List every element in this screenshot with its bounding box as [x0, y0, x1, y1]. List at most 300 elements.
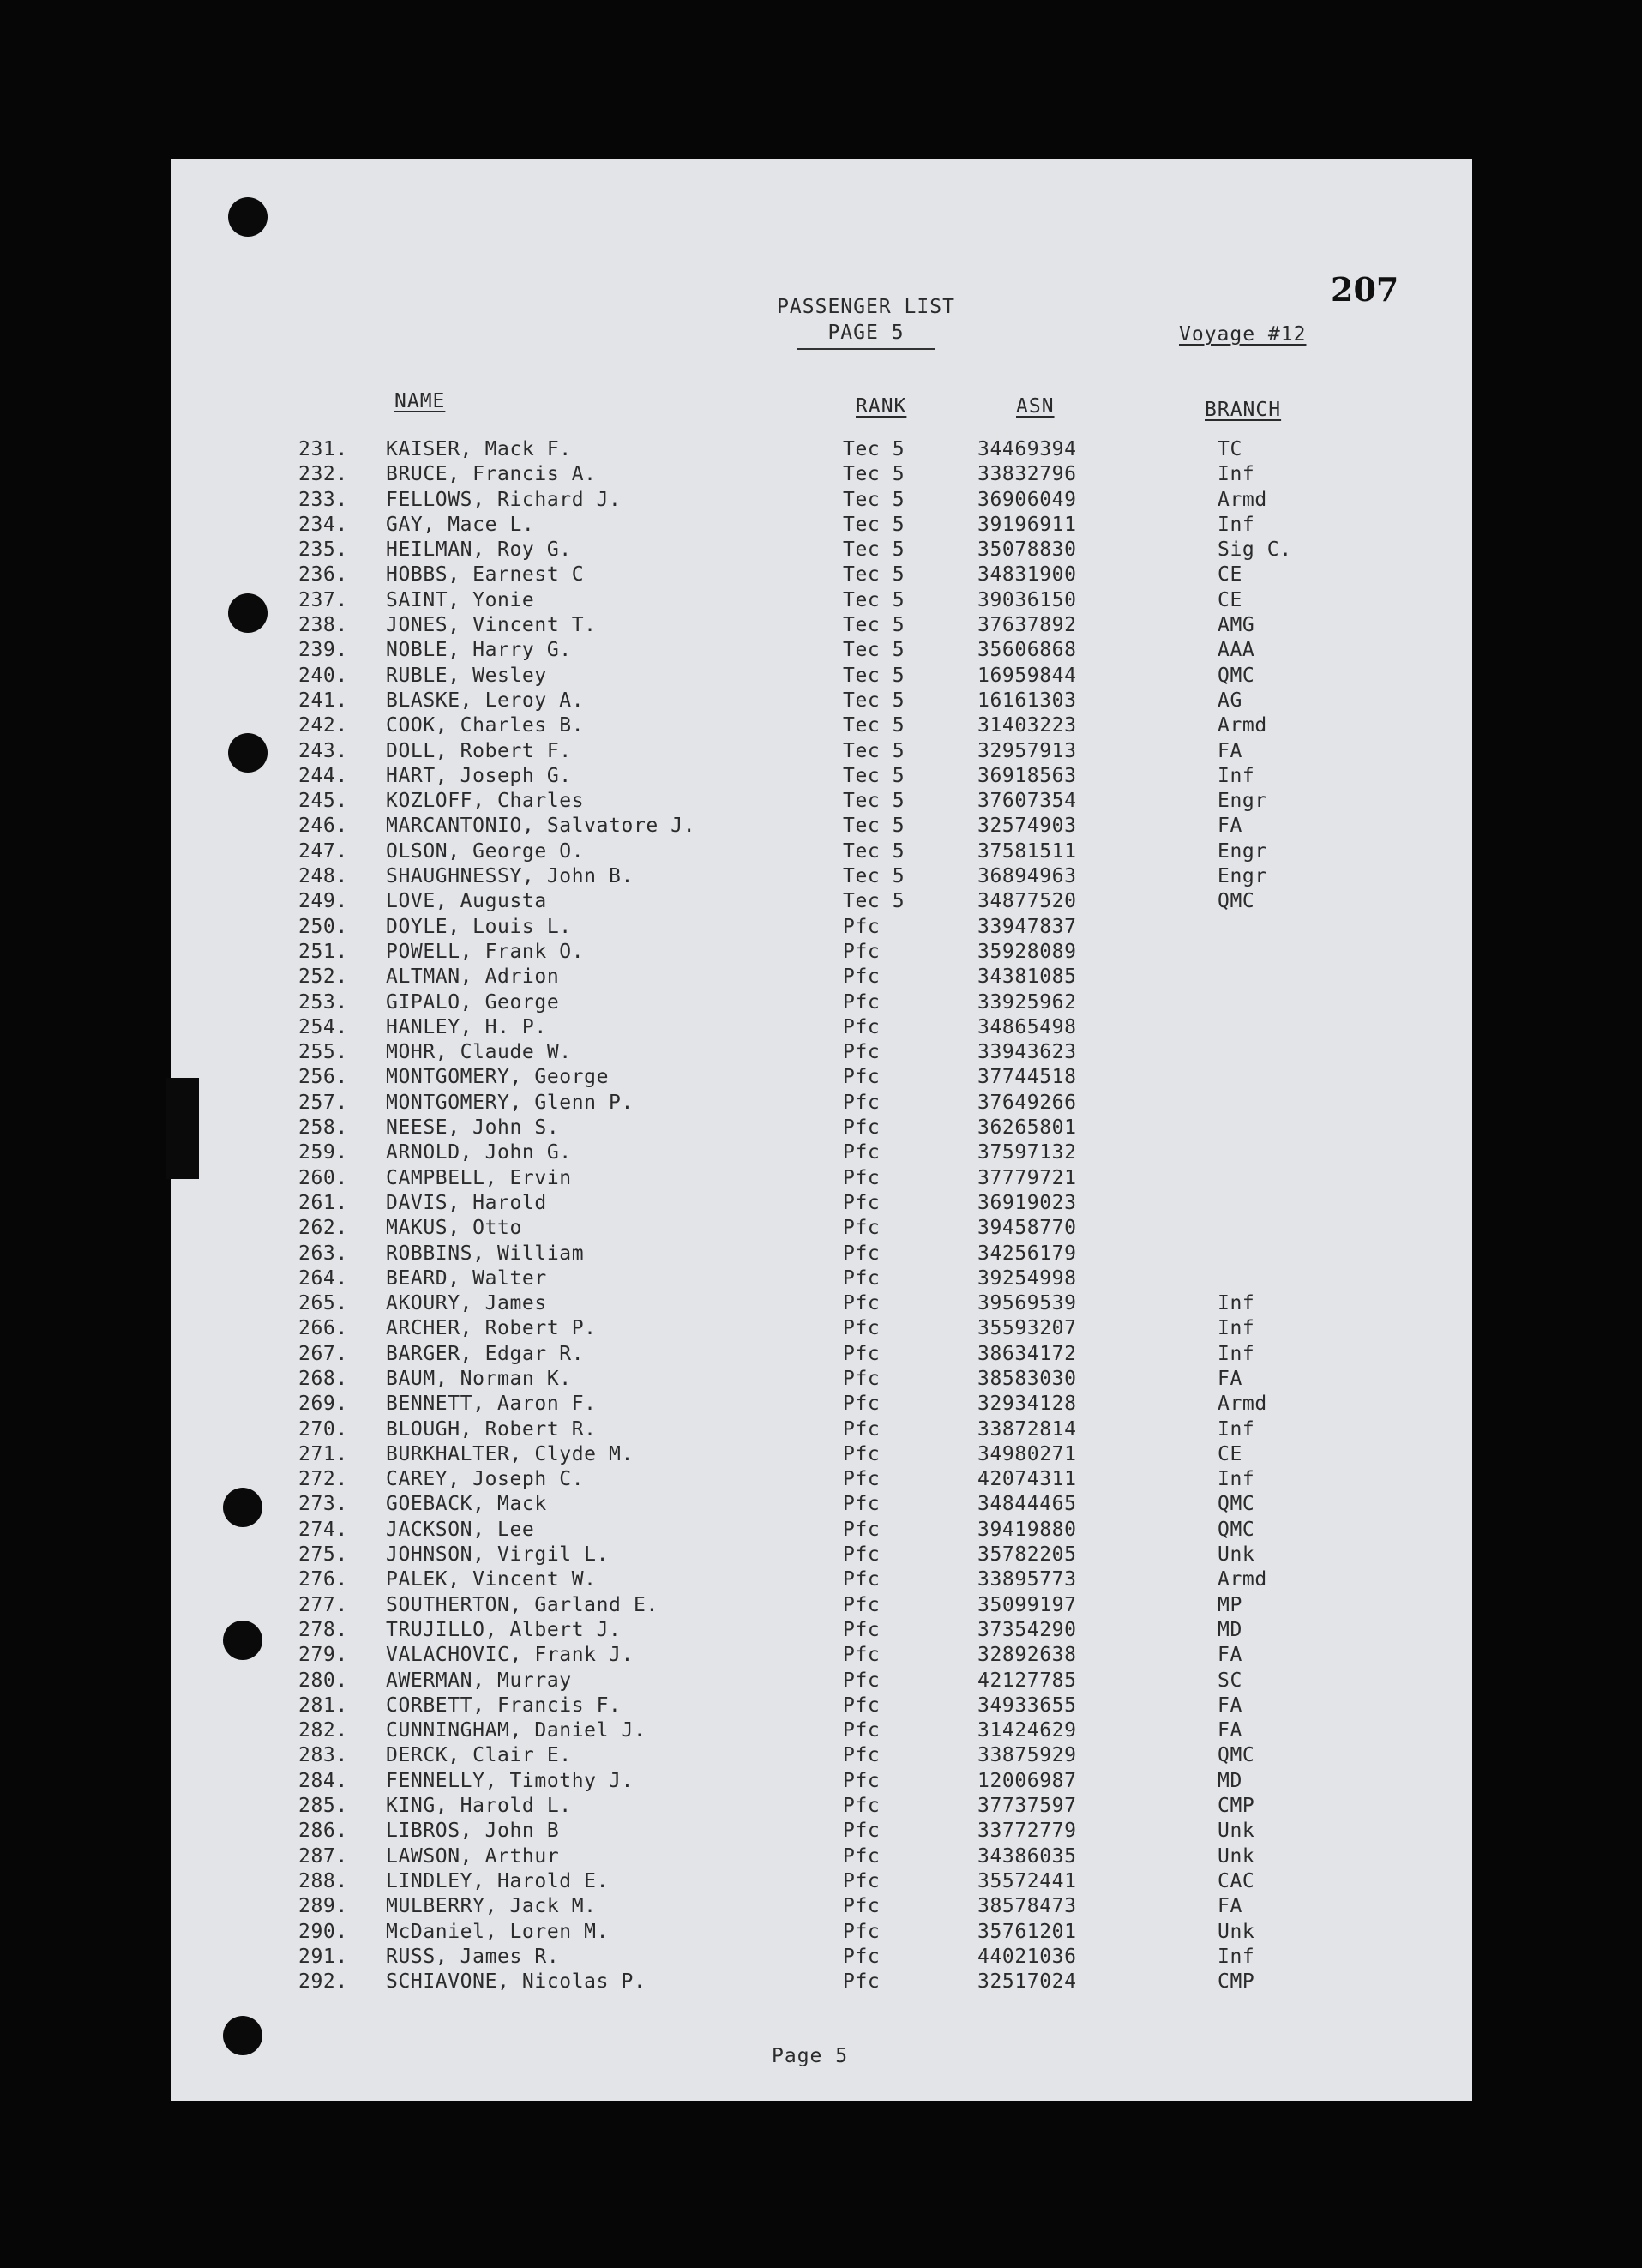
- table-row: [171, 1417, 1472, 1442]
- passenger-asn: 38634172: [977, 1342, 1077, 1365]
- row-number: 268.: [298, 1367, 348, 1390]
- passenger-rank: Tec 5: [843, 588, 905, 611]
- passenger-name: BEARD, Walter: [386, 1266, 547, 1290]
- row-number: 274.: [298, 1518, 348, 1541]
- passenger-name: MARCANTONIO, Salvatore J.: [386, 815, 696, 838]
- passenger-rank: Pfc: [843, 1744, 881, 1767]
- passenger-name: LINDLEY, Harold E.: [386, 1869, 610, 1892]
- passenger-asn: 33875929: [977, 1744, 1077, 1767]
- passenger-name: BAUM, Norman K.: [386, 1367, 572, 1390]
- passenger-asn: 44021036: [977, 1945, 1077, 1968]
- passenger-table: [171, 437, 1472, 1994]
- table-row: [171, 764, 1472, 789]
- passenger-rank: Pfc: [843, 1820, 881, 1843]
- table-row: [171, 839, 1472, 864]
- row-number: 271.: [298, 1442, 348, 1465]
- passenger-branch: CE: [1218, 1442, 1242, 1465]
- passenger-branch: Inf: [1218, 463, 1255, 486]
- table-row: [171, 1091, 1472, 1116]
- passenger-branch: FA: [1218, 1693, 1242, 1717]
- passenger-name: HOBBS, Earnest C: [386, 563, 585, 587]
- passenger-asn: 33872814: [977, 1417, 1077, 1441]
- passenger-rank: Pfc: [843, 1091, 881, 1114]
- passenger-rank: Tec 5: [843, 639, 905, 662]
- passenger-rank: Pfc: [843, 1367, 881, 1390]
- passenger-asn: 33895773: [977, 1568, 1077, 1591]
- passenger-rank: Tec 5: [843, 839, 905, 863]
- passenger-rank: Pfc: [843, 1266, 881, 1290]
- table-row: [171, 965, 1472, 990]
- passenger-asn: 37779721: [977, 1166, 1077, 1189]
- table-row: [171, 990, 1472, 1015]
- passenger-rank: Tec 5: [843, 438, 905, 460]
- passenger-name: DAVIS, Harold: [386, 1191, 547, 1214]
- table-row: [171, 1643, 1472, 1668]
- row-number: 239.: [298, 639, 348, 662]
- table-row: [171, 1543, 1472, 1567]
- passenger-name: SAINT, Yonie: [386, 588, 535, 611]
- table-row: [171, 1794, 1472, 1819]
- passenger-asn: 37354290: [977, 1618, 1077, 1641]
- row-number: 277.: [298, 1593, 348, 1616]
- table-row: [171, 1291, 1472, 1316]
- table-row: [171, 1266, 1472, 1291]
- table-row: [171, 1618, 1472, 1643]
- passenger-name: GOEBACK, Mack: [386, 1493, 547, 1516]
- passenger-rank: Pfc: [843, 1593, 881, 1616]
- row-number: 233.: [298, 488, 348, 511]
- table-row: [171, 638, 1472, 663]
- passenger-rank: Tec 5: [843, 739, 905, 762]
- passenger-rank: Tec 5: [843, 488, 905, 511]
- passenger-rank: Pfc: [843, 1920, 881, 1943]
- passenger-name: BURKHALTER, Clyde M.: [386, 1442, 634, 1465]
- passenger-asn: 36918563: [977, 764, 1077, 787]
- passenger-name: DERCK, Clair E.: [386, 1744, 572, 1767]
- row-number: 253.: [298, 990, 348, 1014]
- passenger-rank: Pfc: [843, 1041, 881, 1064]
- passenger-asn: 33832796: [977, 463, 1077, 486]
- row-number: 266.: [298, 1317, 348, 1340]
- passenger-name: ARCHER, Robert P.: [386, 1317, 597, 1340]
- passenger-asn: 33947837: [977, 915, 1077, 938]
- passenger-asn: 34865498: [977, 1015, 1077, 1038]
- passenger-name: ROBBINS, William: [386, 1242, 585, 1265]
- passenger-name: COOK, Charles B.: [386, 714, 585, 737]
- passenger-branch: AAA: [1218, 639, 1255, 662]
- row-number: 285.: [298, 1795, 348, 1818]
- passenger-rank: Pfc: [843, 915, 881, 938]
- passenger-name: KOZLOFF, Charles: [386, 790, 585, 813]
- passenger-branch: AG: [1218, 689, 1242, 712]
- row-number: 278.: [298, 1618, 348, 1641]
- passenger-name: LOVE, Augusta: [386, 890, 547, 913]
- table-row: [171, 864, 1472, 889]
- row-number: 264.: [298, 1266, 348, 1290]
- passenger-asn: 16161303: [977, 689, 1077, 712]
- passenger-branch: QMC: [1218, 1493, 1255, 1516]
- table-row: [171, 1140, 1472, 1165]
- table-row: [171, 1743, 1472, 1768]
- passenger-name: GAY, Mace L.: [386, 513, 535, 536]
- passenger-name: SHAUGHNESSY, John B.: [386, 865, 634, 888]
- passenger-branch: MD: [1218, 1769, 1242, 1792]
- table-row: [171, 1492, 1472, 1517]
- passenger-branch: Unk: [1218, 1543, 1255, 1567]
- row-number: 286.: [298, 1820, 348, 1843]
- passenger-branch: QMC: [1218, 1518, 1255, 1541]
- passenger-name: TRUJILLO, Albert J.: [386, 1618, 622, 1641]
- row-number: 257.: [298, 1091, 348, 1114]
- row-number: 245.: [298, 790, 348, 813]
- passenger-asn: 31424629: [977, 1719, 1077, 1742]
- row-number: 242.: [298, 714, 348, 737]
- passenger-asn: 32892638: [977, 1644, 1077, 1667]
- passenger-asn: 31403223: [977, 714, 1077, 737]
- passenger-branch: QMC: [1218, 1744, 1255, 1767]
- passenger-branch: Inf: [1218, 1342, 1255, 1365]
- passenger-branch: Inf: [1218, 1292, 1255, 1315]
- passenger-asn: 35761201: [977, 1920, 1077, 1943]
- passenger-asn: 39419880: [977, 1518, 1077, 1541]
- row-number: 280.: [298, 1669, 348, 1692]
- row-number: 291.: [298, 1945, 348, 1968]
- punch-hole: [223, 2016, 262, 2055]
- passenger-name: LIBROS, John B: [386, 1820, 560, 1843]
- row-number: 231.: [298, 438, 348, 460]
- table-row: [171, 789, 1472, 814]
- voyage-label: Voyage #12: [1179, 323, 1307, 346]
- passenger-name: McDaniel, Loren M.: [386, 1920, 610, 1943]
- passenger-asn: 39036150: [977, 588, 1077, 611]
- row-number: 263.: [298, 1242, 348, 1265]
- passenger-name: CAMPBELL, Ervin: [386, 1166, 572, 1189]
- passenger-name: VALACHOVIC, Frank J.: [386, 1644, 634, 1667]
- passenger-name: BENNETT, Aaron F.: [386, 1393, 597, 1416]
- passenger-branch: CAC: [1218, 1869, 1255, 1892]
- row-number: 273.: [298, 1493, 348, 1516]
- passenger-rank: Pfc: [843, 1066, 881, 1089]
- passenger-name: MONTGOMERY, George: [386, 1066, 610, 1089]
- passenger-branch: FA: [1218, 1644, 1242, 1667]
- page-number: 207: [1331, 270, 1399, 309]
- row-number: 272.: [298, 1468, 348, 1491]
- passenger-name: AWERMAN, Murray: [386, 1669, 572, 1692]
- row-number: 267.: [298, 1342, 348, 1365]
- passenger-asn: 34386035: [977, 1844, 1077, 1868]
- table-row: [171, 1819, 1472, 1844]
- table-row: [171, 689, 1472, 713]
- table-row: [171, 1116, 1472, 1140]
- passenger-asn: 32517024: [977, 1970, 1077, 1994]
- passenger-asn: 36265801: [977, 1116, 1077, 1140]
- passenger-asn: 34877520: [977, 890, 1077, 913]
- passenger-rank: Pfc: [843, 1769, 881, 1792]
- row-number: 237.: [298, 588, 348, 611]
- passenger-rank: Tec 5: [843, 513, 905, 536]
- table-row: [171, 739, 1472, 764]
- page-title: PASSENGER LIST: [777, 296, 955, 318]
- passenger-name: RUSS, James R.: [386, 1945, 560, 1968]
- passenger-name: LAWSON, Arthur: [386, 1844, 560, 1868]
- passenger-rank: Pfc: [843, 1141, 881, 1164]
- table-row: [171, 1894, 1472, 1919]
- passenger-asn: 37581511: [977, 839, 1077, 863]
- passenger-rank: Pfc: [843, 1869, 881, 1892]
- passenger-name: FENNELLY, Timothy J.: [386, 1769, 634, 1792]
- passenger-branch: Engr: [1218, 839, 1267, 863]
- table-row: [171, 462, 1472, 487]
- table-row: [171, 1593, 1472, 1618]
- table-row: [171, 1442, 1472, 1467]
- table-row: [171, 1518, 1472, 1543]
- passenger-name: BLOUGH, Robert R.: [386, 1417, 597, 1441]
- passenger-branch: Armd: [1218, 714, 1267, 737]
- passenger-rank: Pfc: [843, 1669, 881, 1692]
- passenger-name: JOHNSON, Virgil L.: [386, 1543, 610, 1567]
- passenger-branch: Inf: [1218, 1417, 1255, 1441]
- passenger-rank: Tec 5: [843, 790, 905, 813]
- table-row: [171, 437, 1472, 462]
- passenger-asn: 33772779: [977, 1820, 1077, 1843]
- passenger-asn: 37637892: [977, 614, 1077, 637]
- passenger-asn: 42127785: [977, 1669, 1077, 1692]
- passenger-branch: SC: [1218, 1669, 1242, 1692]
- passenger-rank: Tec 5: [843, 689, 905, 712]
- passenger-branch: QMC: [1218, 664, 1255, 687]
- passenger-name: MONTGOMERY, Glenn P.: [386, 1091, 634, 1114]
- passenger-asn: 34933655: [977, 1693, 1077, 1717]
- passenger-rank: Pfc: [843, 1242, 881, 1265]
- row-number: 254.: [298, 1015, 348, 1038]
- table-row: [171, 1945, 1472, 1970]
- passenger-branch: Inf: [1218, 764, 1255, 787]
- passenger-asn: 42074311: [977, 1468, 1077, 1491]
- table-row: [171, 664, 1472, 689]
- passenger-rank: Pfc: [843, 1719, 881, 1742]
- table-row: [171, 1065, 1472, 1090]
- passenger-rank: Tec 5: [843, 714, 905, 737]
- passenger-rank: Pfc: [843, 1795, 881, 1818]
- table-row: [171, 1844, 1472, 1869]
- passenger-branch: Inf: [1218, 1468, 1255, 1491]
- table-row: [171, 1970, 1472, 1994]
- passenger-asn: 36919023: [977, 1191, 1077, 1214]
- table-row: [171, 513, 1472, 538]
- table-row: [171, 889, 1472, 914]
- row-number: 292.: [298, 1970, 348, 1994]
- passenger-asn: 35572441: [977, 1869, 1077, 1892]
- passenger-name: KAISER, Mack F.: [386, 438, 572, 460]
- passenger-name: NOBLE, Harry G.: [386, 639, 572, 662]
- row-number: 276.: [298, 1568, 348, 1591]
- table-row: [171, 1920, 1472, 1945]
- table-row: [171, 814, 1472, 839]
- table-row: [171, 1718, 1472, 1743]
- passenger-name: ALTMAN, Adrion: [386, 966, 560, 989]
- column-header-branch: BRANCH: [1205, 399, 1282, 421]
- passenger-branch: CE: [1218, 588, 1242, 611]
- passenger-asn: 37737597: [977, 1795, 1077, 1818]
- passenger-rank: Tec 5: [843, 563, 905, 587]
- passenger-branch: Armd: [1218, 488, 1267, 511]
- passenger-asn: 34844465: [977, 1493, 1077, 1516]
- passenger-branch: Engr: [1218, 790, 1267, 813]
- passenger-branch: MD: [1218, 1618, 1242, 1641]
- table-row: [171, 1166, 1472, 1191]
- passenger-branch: Inf: [1218, 1945, 1255, 1968]
- passenger-rank: Pfc: [843, 1844, 881, 1868]
- passenger-branch: FA: [1218, 1367, 1242, 1390]
- passenger-asn: 39196911: [977, 513, 1077, 536]
- row-number: 283.: [298, 1744, 348, 1767]
- column-header-rank: RANK: [856, 395, 907, 418]
- row-number: 284.: [298, 1769, 348, 1792]
- passenger-asn: 34256179: [977, 1242, 1077, 1265]
- passenger-branch: FA: [1218, 739, 1242, 762]
- row-number: 279.: [298, 1644, 348, 1667]
- passenger-name: NEESE, John S.: [386, 1116, 560, 1140]
- passenger-asn: 38578473: [977, 1895, 1077, 1918]
- passenger-asn: 35606868: [977, 639, 1077, 662]
- row-number: 265.: [298, 1292, 348, 1315]
- row-number: 282.: [298, 1719, 348, 1742]
- document-page: [171, 159, 1472, 2101]
- table-row: [171, 1342, 1472, 1367]
- passenger-branch: CMP: [1218, 1795, 1255, 1818]
- passenger-name: BARGER, Edgar R.: [386, 1342, 585, 1365]
- row-number: 247.: [298, 839, 348, 863]
- passenger-rank: Pfc: [843, 990, 881, 1014]
- passenger-asn: 33943623: [977, 1041, 1077, 1064]
- passenger-asn: 37744518: [977, 1066, 1077, 1089]
- table-row: [171, 1316, 1472, 1341]
- table-row: [171, 538, 1472, 562]
- table-row: [171, 713, 1472, 738]
- table-row: [171, 1216, 1472, 1241]
- row-number: 270.: [298, 1417, 348, 1441]
- row-number: 262.: [298, 1217, 348, 1240]
- table-row: [171, 1367, 1472, 1392]
- passenger-asn: 37607354: [977, 790, 1077, 813]
- passenger-asn: 35928089: [977, 940, 1077, 963]
- table-row: [171, 1869, 1472, 1894]
- table-row: [171, 915, 1472, 940]
- column-header-asn: ASN: [1016, 395, 1055, 418]
- passenger-rank: Tec 5: [843, 614, 905, 637]
- passenger-branch: CE: [1218, 563, 1242, 587]
- row-number: 255.: [298, 1041, 348, 1064]
- passenger-name: HANLEY, H. P.: [386, 1015, 547, 1038]
- row-number: 235.: [298, 538, 348, 562]
- passenger-asn: 36894963: [977, 865, 1077, 888]
- passenger-name: RUBLE, Wesley: [386, 664, 547, 687]
- table-row: [171, 1191, 1472, 1216]
- passenger-rank: Pfc: [843, 1393, 881, 1416]
- passenger-name: HEILMAN, Roy G.: [386, 538, 572, 562]
- passenger-branch: CMP: [1218, 1970, 1255, 1994]
- table-row: [171, 1242, 1472, 1266]
- passenger-branch: QMC: [1218, 890, 1255, 913]
- row-number: 275.: [298, 1543, 348, 1567]
- table-row: [171, 1567, 1472, 1592]
- passenger-branch: Sig C.: [1218, 538, 1292, 562]
- passenger-name: CORBETT, Francis F.: [386, 1693, 622, 1717]
- table-row: [171, 1693, 1472, 1718]
- passenger-name: DOLL, Robert F.: [386, 739, 572, 762]
- table-row: [171, 1040, 1472, 1065]
- passenger-rank: Pfc: [843, 1442, 881, 1465]
- passenger-name: SOUTHERTON, Garland E.: [386, 1593, 659, 1616]
- row-number: 251.: [298, 940, 348, 963]
- passenger-rank: Pfc: [843, 1417, 881, 1441]
- passenger-name: JONES, Vincent T.: [386, 614, 597, 637]
- passenger-name: PALEK, Vincent W.: [386, 1568, 597, 1591]
- row-number: 261.: [298, 1191, 348, 1214]
- table-row: [171, 488, 1472, 513]
- passenger-branch: Engr: [1218, 865, 1267, 888]
- passenger-name: AKOURY, James: [386, 1292, 547, 1315]
- passenger-branch: FA: [1218, 1895, 1242, 1918]
- table-row: [171, 940, 1472, 965]
- passenger-rank: Pfc: [843, 1292, 881, 1315]
- passenger-asn: 39254998: [977, 1266, 1077, 1290]
- row-number: 238.: [298, 614, 348, 637]
- passenger-asn: 35593207: [977, 1317, 1077, 1340]
- passenger-rank: Pfc: [843, 1342, 881, 1365]
- passenger-asn: 32957913: [977, 739, 1077, 762]
- passenger-rank: Pfc: [843, 1015, 881, 1038]
- page-footer: Page 5: [772, 2045, 849, 2067]
- passenger-rank: Tec 5: [843, 865, 905, 888]
- row-number: 232.: [298, 463, 348, 486]
- row-number: 281.: [298, 1693, 348, 1717]
- row-number: 246.: [298, 815, 348, 838]
- row-number: 244.: [298, 764, 348, 787]
- passenger-name: BRUCE, Francis A.: [386, 463, 597, 486]
- passenger-asn: 36906049: [977, 488, 1077, 511]
- passenger-rank: Pfc: [843, 1191, 881, 1214]
- table-row: [171, 1669, 1472, 1693]
- passenger-branch: FA: [1218, 1719, 1242, 1742]
- passenger-rank: Pfc: [843, 1217, 881, 1240]
- passenger-rank: Pfc: [843, 1518, 881, 1541]
- passenger-asn: 32934128: [977, 1393, 1077, 1416]
- passenger-name: MULBERRY, Jack M.: [386, 1895, 597, 1918]
- passenger-name: ARNOLD, John G.: [386, 1141, 572, 1164]
- table-row: [171, 613, 1472, 638]
- title-block: [733, 294, 999, 350]
- passenger-name: SCHIAVONE, Nicolas P.: [386, 1970, 647, 1994]
- passenger-name: HART, Joseph G.: [386, 764, 572, 787]
- column-header-name: NAME: [394, 390, 446, 412]
- passenger-name: FELLOWS, Richard J.: [386, 488, 622, 511]
- passenger-rank: Tec 5: [843, 890, 905, 913]
- passenger-rank: Pfc: [843, 940, 881, 963]
- passenger-rank: Pfc: [843, 1693, 881, 1717]
- passenger-branch: Unk: [1218, 1920, 1255, 1943]
- passenger-name: POWELL, Frank O.: [386, 940, 585, 963]
- row-number: 288.: [298, 1869, 348, 1892]
- passenger-rank: Pfc: [843, 1568, 881, 1591]
- row-number: 258.: [298, 1116, 348, 1140]
- passenger-name: BLASKE, Leroy A.: [386, 689, 585, 712]
- page-subtitle: PAGE 5: [797, 320, 935, 350]
- passenger-rank: Tec 5: [843, 764, 905, 787]
- passenger-rank: Pfc: [843, 1468, 881, 1491]
- passenger-asn: 37597132: [977, 1141, 1077, 1164]
- table-row: [171, 1769, 1472, 1794]
